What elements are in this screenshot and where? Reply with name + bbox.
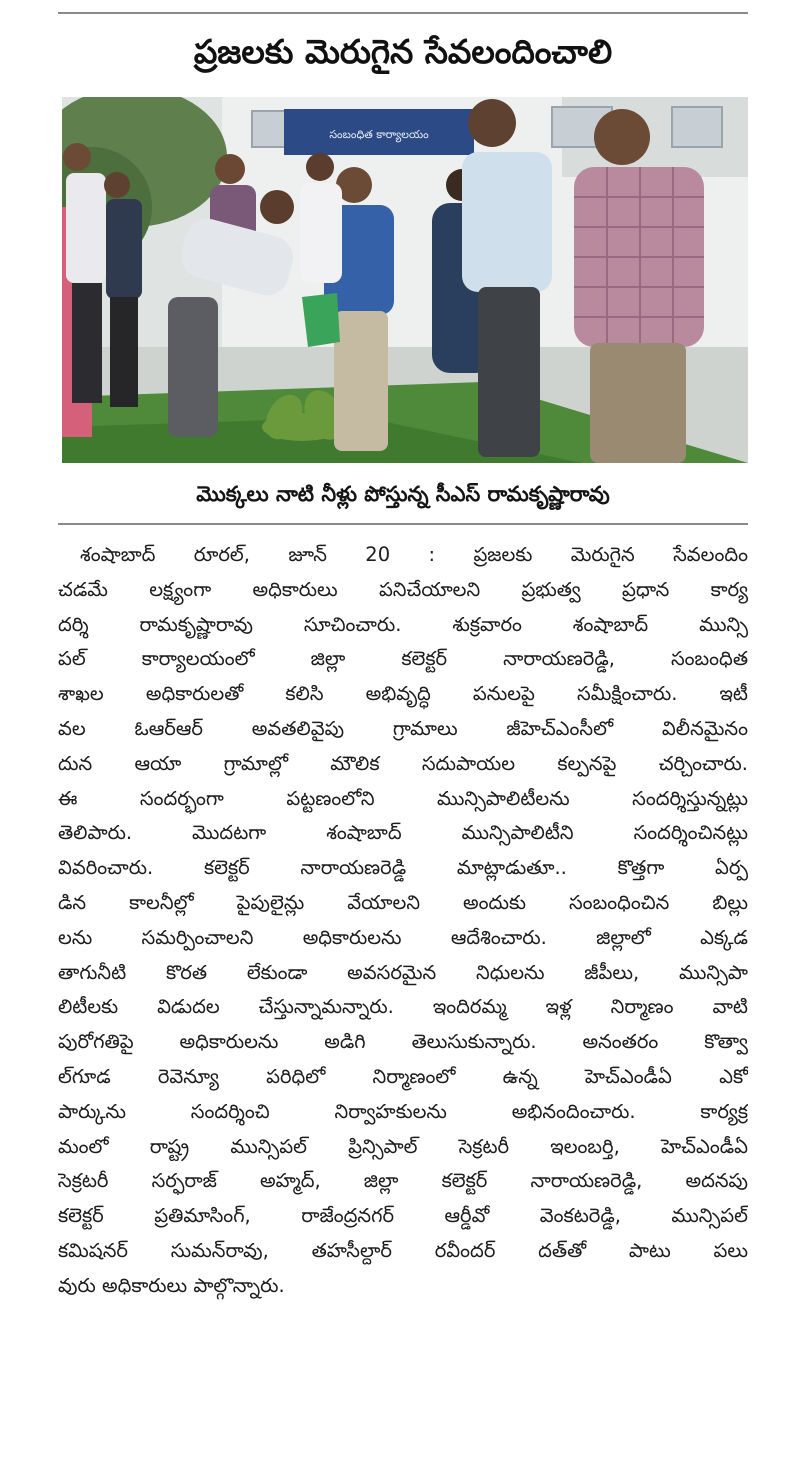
- photo-caption: మొక్కలు నాటి నీళ్లు పోస్తున్న సీఎస్ రామకృష్ణారావు: [196, 482, 610, 506]
- article-line: పల్ కార్యాలయంలో జిల్లా కలెక్టర్ నారాయణరెడ్డి, సంబంధిత: [58, 647, 748, 671]
- headline: ప్రజలకు మెరుగైన సేవలందించాలి: [193, 32, 613, 71]
- article-line: దున ఆయా గ్రామాల్లో మౌలిక సదుపాయల కల్పనపై చర్చించారు.: [58, 751, 748, 775]
- article-line: కలెక్టర్ ప్రతిమాసింగ్, రాజేంద్రనగర్ ఆర్డీవో వెంకటరెడ్డి, మున్సిపల్: [58, 1204, 748, 1228]
- article-line: తాగునీటి కొరత లేకుండా అవసరమైన నిధులను జీపీలు, మున్సిపా: [58, 960, 748, 984]
- article-line: సెక్రటరీ సర్ఫరాజ్ అహ్మద్, జిల్లా కలెక్టర్ నారాయణరెడ్డి, అదనపు: [58, 1169, 748, 1193]
- top-divider: [58, 12, 748, 14]
- article-line: డిన కాలనీల్లో పైపులైన్లు వేయాలని అందుకు సంబంధించిన బిల్లు: [58, 890, 748, 914]
- article-line: శంషాబాద్ రూరల్, జూన్ 20 : ప్రజలకు మెరుగైన సేవలందిం: [80, 543, 748, 566]
- article-line: తెలిపారు. మొదటగా శంషాబాద్ మున్సిపాలిటీని సందర్శించినట్లు: [58, 821, 748, 845]
- article-line: ఈ సందర్భంగా పట్టణంలోని మున్సిపాలిటీలను సందర్శిస్తున్నట్లు: [58, 786, 748, 810]
- article-line: పార్కును సందర్శించి నిర్వాహకులను అభినందించారు. కార్యక్ర: [58, 1099, 748, 1123]
- article-line: దర్శి రామకృష్ణారావు సూచించారు. శుక్రవారం శంషాబాద్ మున్సి: [58, 612, 748, 636]
- article-line: మంలో రాష్ట్ర మున్సిపల్ ప్రిన్సిపాల్ సెక్రటరీ ఇలంబర్తి, హెచ్ఎండీఏ: [58, 1134, 748, 1158]
- caption-divider: [58, 523, 748, 525]
- banner-text: సంబంధిత కార్యాలయం: [329, 128, 429, 141]
- news-photo: [62, 97, 748, 463]
- article-line: లను సమర్పించాలని అధికారులను ఆదేశించారు. జిల్లాలో ఎక్కడ: [58, 925, 748, 949]
- article-line: శాఖల అధికారులతో కలిసి అభివృద్ధి పనులపై సమీక్షించారు. ఇటీ: [58, 682, 748, 706]
- article-line: చడమే లక్ష్యంగా అధికారులు పనిచేయాలని ప్రభుత్వ ప్రధాన కార్య: [58, 577, 748, 601]
- article-line: లిటీలకు విడుదల చేస్తున్నామన్నారు. ఇందిరమ్మ ఇళ్ల నిర్మాణం వాటి: [58, 995, 748, 1019]
- article-line: ల్‌గూడ రెవెన్యూ పరిధిలో నిర్మాణంలో ఉన్న హెచ్ఎండీఏ ఎకో: [58, 1064, 748, 1088]
- article-line: వివరించారు. కలెక్టర్ నారాయణరెడ్డి మాట్లాడుతూ.. కొత్తగా ఏర్ప: [58, 856, 748, 880]
- article-body: [58, 538, 748, 1468]
- article-line: కమిషనర్ సుమన్‌రావు, తహసీల్దార్ రవీందర్ దత్‌తో పాటు పలు: [58, 1238, 748, 1262]
- photo-illustration: [62, 97, 748, 463]
- article-line: పురోగతిపై అధికారులను అడిగి తెలుసుకున్నారు. అనంతరం కొత్వా: [58, 1030, 748, 1054]
- article-line: వురు అధికారులు పాల్గొన్నారు.: [58, 1273, 285, 1297]
- article-line: వల ఓఆర్ఆర్ అవతలివైపు గ్రామాలు జీహెచ్ఎంసీలో విలీనమైనం: [58, 716, 748, 740]
